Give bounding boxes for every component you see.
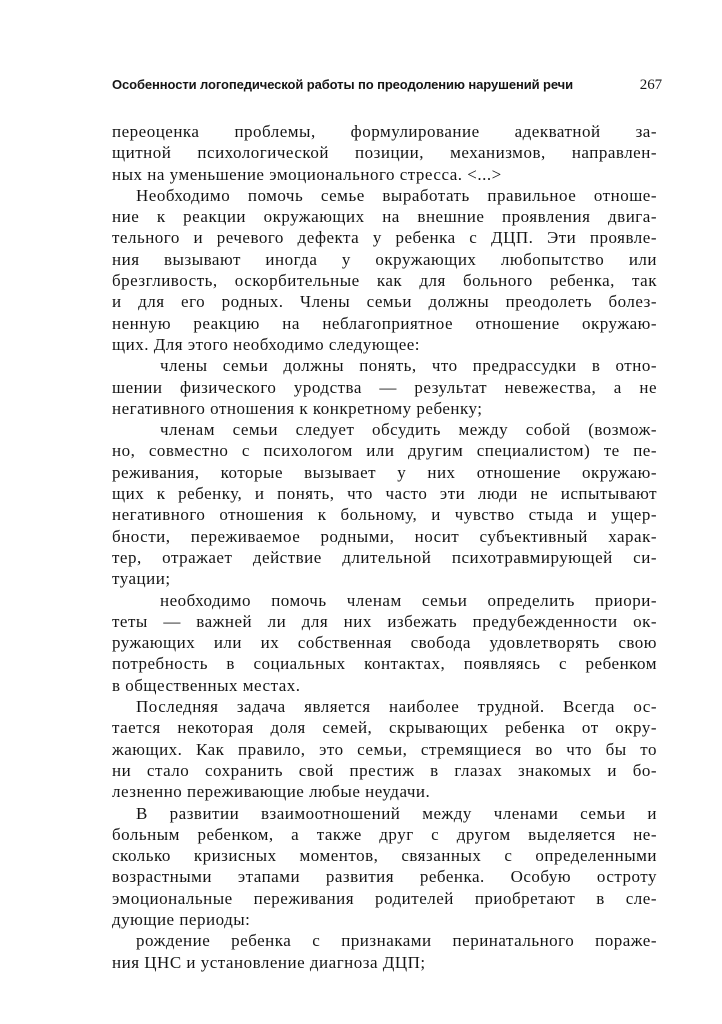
text-line: ние к реакции окружающих на внешние проявления двига- [112,207,657,227]
text-line: ружающих или их собственная свобода удовлетворять свою [112,633,657,653]
text-line: в общественных местах. [112,675,301,695]
text-line: реживания, которые вызывает у них отношение окружаю- [112,462,657,482]
text-line: члены семьи должны понять, что предрассудки в отно- [160,356,657,376]
text-line: ных на уменьшение эмоционального стресса. <...> [112,164,502,184]
text-line: дующие периоды: [112,909,251,929]
text-line: Необходимо помочь семье выработать правильное отноше- [136,185,657,205]
text-line: жающих. Как правило, это семьи, стремящиеся во что бы то [112,739,657,759]
text-line: Последняя задача является наиболее трудной. Всегда ос- [136,697,657,717]
text-line: членам семьи следует обсудить между собой (возмож- [160,420,657,440]
text-line: туации; [112,569,171,589]
text-line: тер, отражает действие длительной психотравмирующей си- [112,547,657,567]
text-line: щитной психологической позиции, механизмов, направлен- [112,143,657,163]
text-line: тельного и речевого дефекта у ребенка с ДЦП. Эти проявле- [112,228,657,248]
text-line: лезненно переживающие любые неудачи. [112,782,431,802]
header-title: Особенности логопедической работы по преодолению нарушений речи [112,77,573,92]
text-line: бности, переживаемое родными, носит субъективный харак- [112,526,657,546]
text-line: возрастными этапами развития ребенка. Особую остроту [112,867,657,887]
text-line: и для его родных. Члены семьи должны преодолеть болез- [112,292,657,312]
text-line: необходимо помочь членам семьи определить приори- [160,590,657,610]
text-line: эмоциональные переживания родителей приобретают в сле- [112,888,657,908]
text-line: потребность в социальных контактах, появляясь с ребенком [112,654,657,674]
text-line: больным ребенком, а также друг с другом выделяется не- [112,824,657,844]
text-line: шении физического уродства — результат невежества, а не [112,377,657,397]
text-line: щих к ребенку, и понять, что часто эти люди не испытывают [112,484,657,504]
text-line: теты — важней ли для них избежать предубежденности ок- [112,611,657,631]
text-line: В развитии взаимоотношений между членами семьи и [136,803,657,823]
text-line: сколько кризисных моментов, связанных с определенными [112,846,657,866]
text-line: ния вызывают иногда у окружающих любопытство или [112,249,657,269]
text-line: ненную реакцию на неблагоприятное отношение окружаю- [112,313,657,333]
text-line: рождение ребенка с признаками перинатального пораже- [136,931,657,951]
page-body [112,121,657,973]
text-line: щих. Для этого необходимо следующее: [112,334,421,354]
text-line: ния ЦНС и установление диагноза ДЦП; [112,952,426,972]
text-line: но, совместно с психологом или другим специалистом) те пе- [112,441,657,461]
running-header [112,77,662,92]
text-line: негативного отношения к конкретному ребенку; [112,398,483,418]
page-number: 267 [639,77,662,93]
text-line: переоценка проблемы, формулирование адекватной за- [112,122,657,141]
text-line: тается некоторая доля семей, скрывающих ребенка от окру- [112,718,657,738]
text-line: ни стало сохранить свой престиж в глазах знакомых и бо- [112,760,657,780]
text-line: брезгливость, оскорбительные как для больного ребенка, так [112,271,657,291]
text-line: негативного отношения к больному, и чувство стыда и ущер- [112,505,657,525]
